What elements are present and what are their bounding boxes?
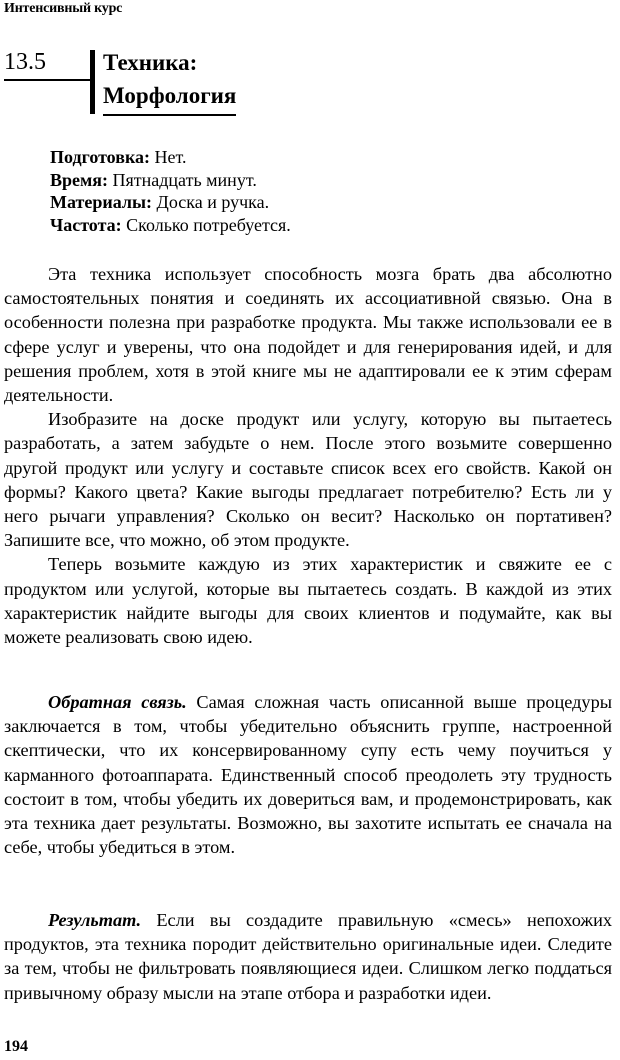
- section-title-bar: [90, 50, 95, 114]
- section-title-line2: Морфология: [103, 79, 236, 116]
- feedback-paragraph: [4, 690, 612, 859]
- meta-time-label: Время:: [50, 169, 108, 190]
- section-number: 13.5: [4, 49, 46, 75]
- meta-preparation-value: Нет.: [150, 147, 187, 167]
- meta-time-value: Пятнадцать минут.: [108, 169, 257, 190]
- page-number: 194: [4, 1038, 28, 1055]
- feedback-section: [4, 690, 612, 859]
- result-paragraph: [4, 908, 612, 1005]
- meta-materials-value: Доска и ручка.: [152, 192, 270, 212]
- feedback-lead: Обратная связь.: [48, 692, 187, 712]
- meta-frequency-label: Частота:: [50, 214, 122, 235]
- result-section: [4, 908, 612, 1005]
- section-title-line1: Техника:: [103, 50, 198, 75]
- paragraph: Изобразите на доске продукт или услугу, которую вы пытаетесь разработать, а затем забудьте о нем. После этого возьмите совершенно другой продукт или услугу и составьте список всех его свойств. Какой он формы? Какого цвета? Какие выгоды предлагает потребителю? Есть ли у него рычаги управления? Сколько он весит? Насколько он портативен? Запишите все, что можно, об этом продукте.: [4, 409, 612, 551]
- meta-frequency-value: Сколько потребуется.: [121, 214, 291, 235]
- section-title: [103, 46, 236, 116]
- technique-meta: [50, 146, 291, 236]
- meta-time: [50, 169, 291, 192]
- paragraph: Теперь возьмите каждую из этих характеристик и свяжите ее с продуктом или услугой, которые вы пытаетесь создать. В каждой из этих характеристик найдите выгоды для своих клиентов и подумайте, как вы можете реализовать свою идею.: [4, 554, 612, 648]
- feedback-text: Самая сложная часть описанной выше процедуры заключается в том, чтобы убедительно объяснить группе, настроенной скептически, что их консервированному супу есть чему поучиться у карманного фотоаппарата. Единственный способ преодолеть эту трудность состоит в том, чтобы убедить их довериться вам, и продемонстрировать, как эта техника дает результаты. Возможно, вы захотите испытать ее сначала на себе, чтобы убедиться в этом.: [4, 692, 612, 858]
- section-number-rule: [4, 79, 92, 81]
- paragraph: Эта техника использует способность мозга брать два абсолютно самостоятельных понятия и соединять их ассоциативной связью. Она в особенности полезна при разработке продукта. Мы также использовали ее в сфере услуг и уверены, что она подойдет и для генерирования идей, и для решения проблем, хотя в этой книге мы не адаптировали ее к этим сферам деятельности.: [4, 264, 612, 406]
- running-header: Интенсивный курс: [4, 1, 123, 16]
- meta-materials-label: Материалы:: [50, 192, 153, 212]
- meta-frequency: [50, 214, 291, 237]
- result-text: Если вы создадите правильную «смесь» непохожих продуктов, эта техника породит действительно оригинальные идеи. Следите за тем, чтобы не фильтровать появляющиеся идеи. Слишком легко поддаться привычному образу мысли на этапе отбора и разработки идеи.: [4, 910, 612, 1003]
- meta-preparation: [50, 146, 291, 169]
- meta-materials: [50, 191, 291, 214]
- meta-preparation-label: Подготовка:: [50, 147, 151, 167]
- result-lead: Результат.: [48, 910, 142, 930]
- main-text: [4, 262, 612, 649]
